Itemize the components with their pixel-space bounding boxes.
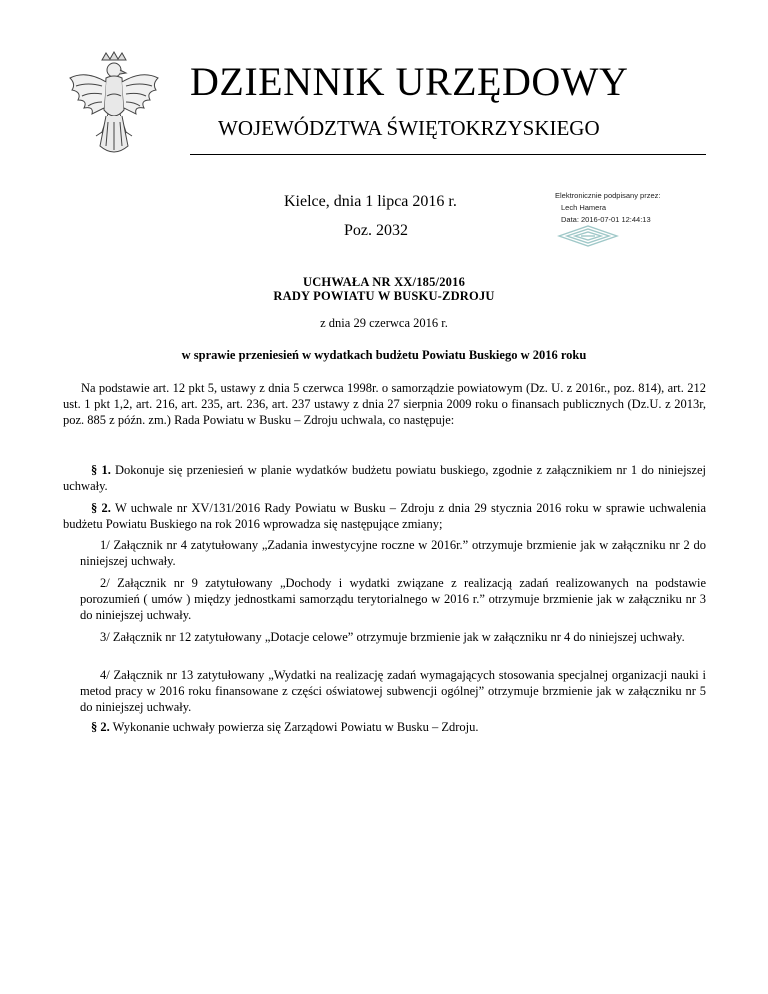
resolution-subject: w sprawie przeniesień w wydatkach budżetu Powiatu Buskiego w 2016 roku: [181, 348, 587, 362]
section-execution-paragraph: [63, 719, 706, 735]
resolution-issuer: RADY POWIATU W BUSKU-ZDROJU: [273, 289, 495, 303]
section-1-label: § 1.: [91, 463, 111, 477]
section-1-text: Dokonuje się przeniesień w planie wydatków budżetu powiatu buskiego, zgodnie z załącznikiem nr 1 do niniejszej uchwały.: [63, 463, 706, 493]
position-number: Poz. 2032: [344, 222, 408, 239]
list-item: 3/ Załącznik nr 12 zatytułowany „Dotacje celowe” otrzymuje brzmienie jak w załączniku nr 4 do niniejszej uchwały.: [100, 630, 685, 644]
signature-date: Data: 2016-07-01 12:44:13: [561, 215, 651, 224]
section-execution-label: § 2.: [91, 720, 110, 734]
place-date: Kielce, dnia 1 lipca 2016 r.: [284, 193, 457, 210]
resolution-number: UCHWAŁA NR XX/185/2016: [302, 275, 466, 289]
section-1-paragraph: [63, 462, 706, 494]
signature-signer: Lech Hamera: [561, 203, 607, 212]
resolution-date: z dnia 29 czerwca 2016 r.: [320, 316, 448, 330]
list-item: 1/ Załącznik nr 4 zatytułowany „Zadania inwestycyjne roczne w 2016r.” otrzymuje brzmienie jak w załączniku nr 2 do niniejszej uchwały.: [80, 538, 706, 568]
journal-subtitle: WOJEWÓDZTWA ŚWIĘTOKRZYSKIEGO: [218, 116, 600, 140]
eagle-emblem-icon: [62, 50, 166, 168]
section-2-label: § 2.: [91, 501, 111, 515]
signature-label: Elektronicznie podpisany przez:: [555, 191, 661, 200]
list-item: 4/ Załącznik nr 13 zatytułowany „Wydatki na realizację zadań wymagających stosowania specjalnej organizacji nauki i metod pracy w 2016 roku finansowane z części oświatowej subwencji ogólnej” otrzymuje brzmienie jak w załączniku nr 5 do niniejszej uchwały.: [80, 668, 706, 714]
section-2-text: W uchwale nr XV/131/2016 Rady Powiatu w Busku – Zdroju z dnia 29 stycznia 2016 roku w sprawie uchwalenia budżetu Powiatu Buskiego na rok 2016 wprowadza się następujące zmiany;: [63, 501, 707, 531]
electronic-signature: [555, 191, 705, 251]
section-2-paragraph: [63, 500, 706, 532]
title-divider: [190, 154, 706, 155]
signature-seal-icon: [557, 224, 619, 248]
journal-title: DZIENNIK URZĘDOWY: [190, 59, 629, 104]
section-execution-text: Wykonanie uchwały powierza się Zarządowi Powiatu w Busku – Zdroju.: [109, 720, 479, 734]
legal-basis-paragraph: Na podstawie art. 12 pkt 5, ustawy z dnia 5 czerwca 1998r. o samorządzie powiatowym (Dz. U. z 2016r., poz. 814), art. 212 ust. 1 pkt 1,2, art. 216, art. 235, art. 236, art. 237 ustawy z dnia 27 sierpnia 2009 roku o finansach publicznych (Dz.U. z 2013r, poz. 885 z późn. zm.) Rada Powiatu w Busku – Zdroju uchwala, co następuje:: [63, 381, 706, 427]
list-item: 2/ Załącznik nr 9 zatytułowany „Dochody i wydatki związane z realizacją zadań realizowanych na podstawie porozumień ( umów ) między jednostkami samorządu terytorialnego w 2016 r.” otrzymuje brzmienie jak w załączniku nr 3 do niniejszej uchwały.: [80, 576, 706, 622]
